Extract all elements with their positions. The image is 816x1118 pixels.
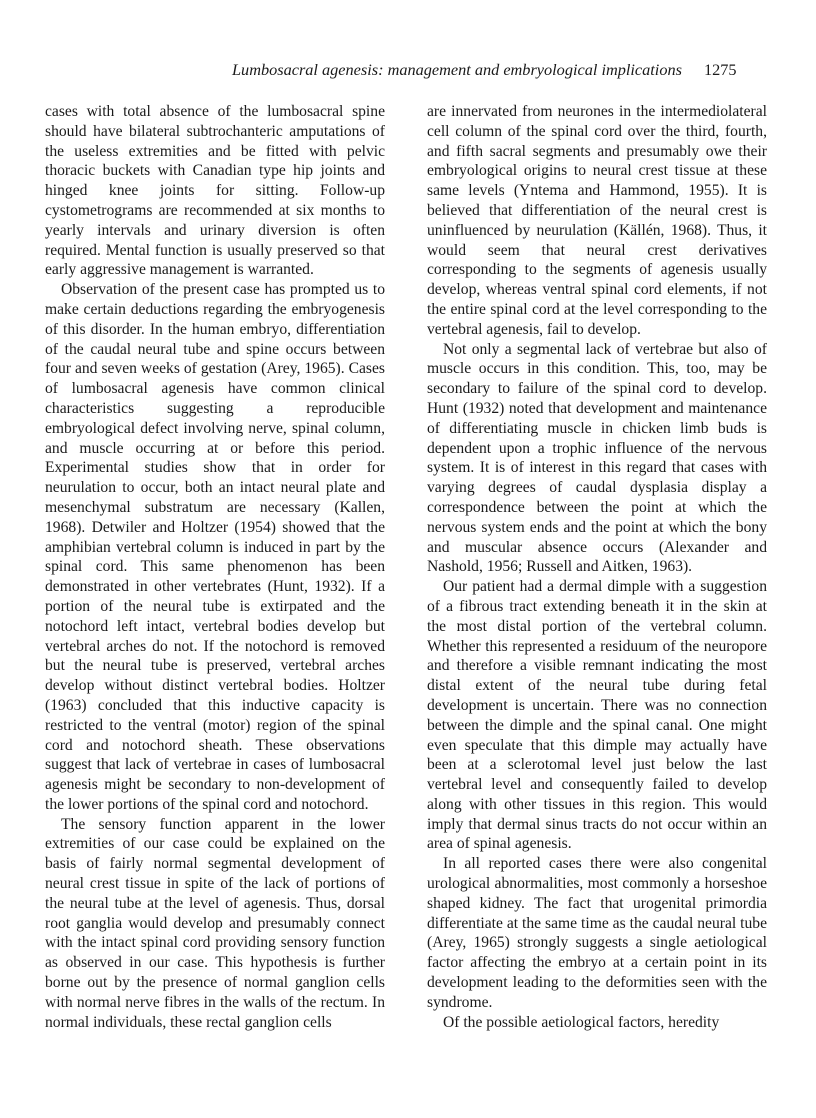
right-column <box>427 102 767 1032</box>
paragraph: In all reported cases there were also congenital urological abnormalities, most commonly a horseshoe shaped kidney. The fact that urogenital primordia differentiate at the same time as the caudal neural tube (Arey, 1965) strongly suggests a single aetiological factor affecting the embryo at a certain point in its development leading to the deformities seen with the syndrome. <box>427 855 767 1011</box>
page-header <box>0 60 816 82</box>
paragraph: cases with total absence of the lumbosacral spine should have bilateral subtrochanteric amputations of the useless extremities and be fitted with pelvic thoracic buckets with Canadian type hip joints and hinged knee joints for sitting. Follow-up cystometrograms are recommended at six months to yearly intervals and urinary diversion is often required. Mental function is usually preserved so that early aggressive management is warranted. <box>45 103 385 279</box>
paragraph: Observation of the present case has prompted us to make certain deductions regarding the embryogenesis of this disorder. In the human embryo, differentiation of the caudal neural tube and spine occurs between four and seven weeks of gestation (Arey, 1965). Cases of lumbosacral agenesis have common clinical characteristics suggesting a reproducible embryological defect involving nerve, spinal column, and muscle occurring at or before this period. Experimental studies show that in order for neurulation to occur, both an intact neural plate and mesenchymal substratum are necessary (Kallen, 1968). Detwiler and Holtzer (1954) showed that the amphibian vertebral column is induced in part by the spinal cord. This same phenomenon has been demonstrated in other vertebrates (Hunt, 1932). If a portion of the neural tube is extirpated and the notochord left intact, vertebral bodies develop but vertebral arches do not. If the notochord is removed but the neural tube is preserved, vertebral arches develop without distinct vertebral bodies. Holtzer (1963) concluded that this inductive capacity is restricted to the ventral (motor) region of the spinal cord and notochord sheath. These observations suggest that lack of vertebrae in cases of lumbosacral agenesis might be secondary to non-development of the lower portions of the spinal cord and notochord. <box>45 281 385 813</box>
paragraph: Our patient had a dermal dimple with a suggestion of a fibrous tract extending beneath it in the skin at the most distal portion of the vertebral column. Whether this represented a residuum of the neuropore and therefore a visible remnant indicating the most distal extent of the neural tube during fetal development is uncertain. There was no connection between the dimple and the spinal canal. One might even speculate that this dimple may actually have been at a sclerotomal level just below the last vertebral level and consequently failed to develop along with other tissues in this region. This would imply that dermal sinus tracts do not occur within an area of spinal agenesis. <box>427 578 767 853</box>
left-column <box>45 102 385 1032</box>
page-number: 1275 <box>704 60 737 79</box>
paragraph: are innervated from neurones in the intermediolateral cell column of the spinal cord over the third, fourth, and fifth sacral segments and presumably owe their embryological origins to neural crest tissue at these same levels (Yntema and Hammond, 1955). It is believed that differentiation of the neural crest is uninfluenced by neurulation (Källén, 1968). Thus, it would seem that neural crest derivatives corresponding to the segments of agenesis usually develop, whereas ventral spinal cord elements, if not the entire spinal cord at the level corresponding to the vertebral agenesis, fail to develop. <box>427 103 767 338</box>
paragraph: Of the possible aetiological factors, heredity <box>443 1013 720 1031</box>
running-title: Lumbosacral agenesis: management and embryological implications <box>232 60 682 79</box>
paragraph: Not only a segmental lack of vertebrae but also of muscle occurs in this condition. This, too, may be secondary to failure of the spinal cord to develop. Hunt (1932) noted that development and maintenance of differentiating muscle in chicken limb buds is dependent upon a trophic influence of the nervous system. It is of interest in this regard that cases with varying degrees of caudal dysplasia display a correspondence between the point at which the nervous system ends and the point at which the bony and muscular absence occurs (Alexander and Nashold, 1956; Russell and Aitken, 1963). <box>427 340 767 576</box>
paragraph: The sensory function apparent in the lower extremities of our case could be explained on the basis of fairly normal segmental development of neural crest tissue in spite of the lack of portions of the neural tube at the level of agenesis. Thus, dorsal root ganglia would develop and presumably connect with the intact spinal cord providing sensory function as observed in our case. This hypothesis is further borne out by the presence of normal ganglion cells with normal nerve fibres in the walls of the rectum. In normal individuals, these rectal ganglion cells <box>45 815 385 1031</box>
